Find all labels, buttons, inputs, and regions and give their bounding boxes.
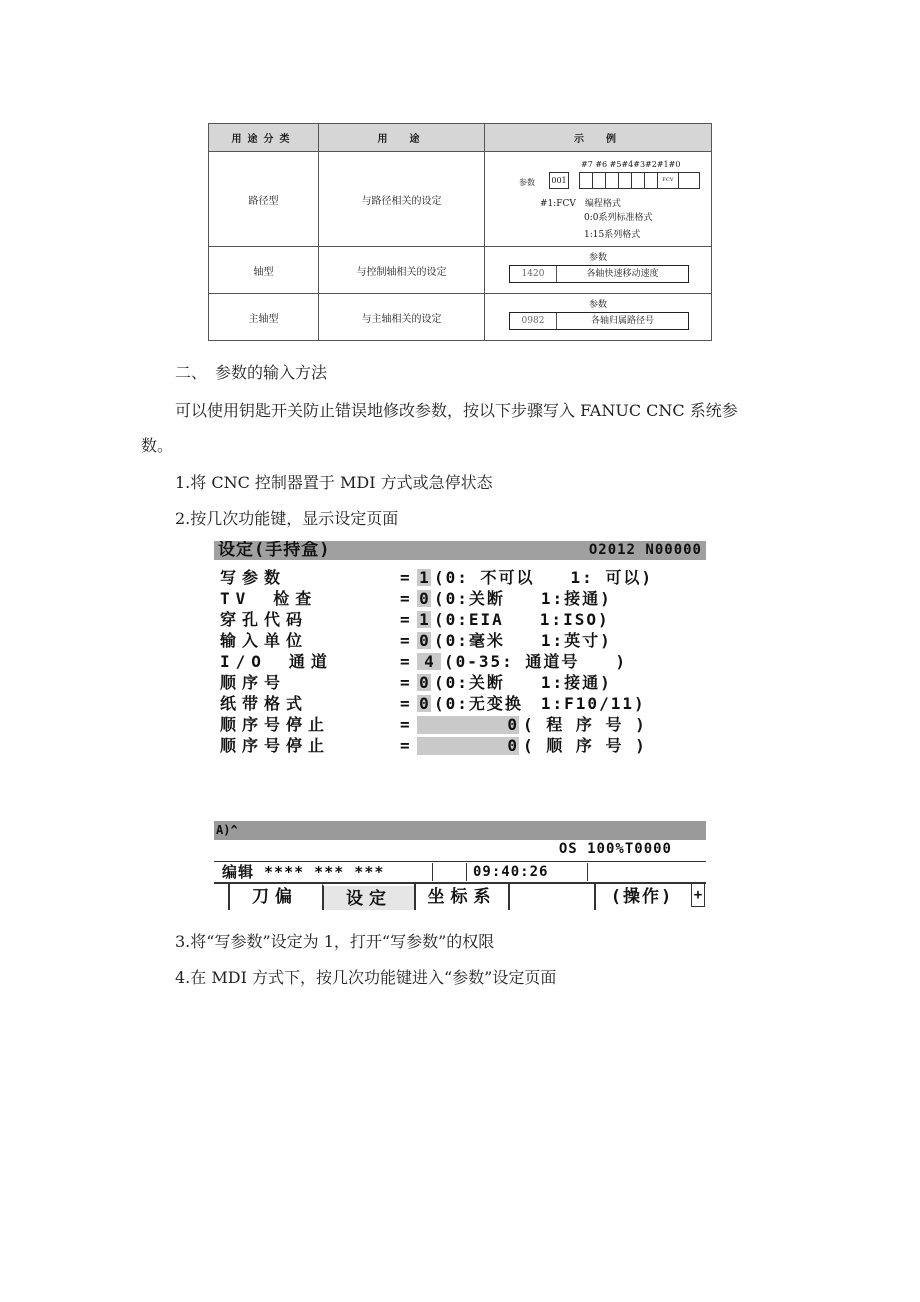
note-line: #1:FCV 编程格式 [540,199,621,209]
setting-value[interactable]: 0 [417,590,431,607]
param-number: 0982 [510,313,557,329]
setting-hint: (0:关断 1:接通) [434,589,612,608]
bit-numbers: #7 #6 #5#4#3#2#1#0 [581,160,681,169]
setting-label: 纸带格式 [220,694,309,713]
override-status: OS 100%T0000 [558,841,672,857]
note-line: 0:0系列标准格式 [584,213,653,223]
example-spindle-param [485,294,712,341]
example-caption: 参数 [588,253,607,263]
step-4: 4.在 MDI 方式下，按几次功能键进入“参数”设定页面 [175,968,557,987]
setting-value[interactable]: 0 [417,674,431,691]
setting-hint: (0:无变换 1:F10/11) [434,694,646,713]
example-bit-param [485,152,712,247]
screen-title: 设定(手持盒) [218,541,331,560]
step-3: 3.将“写参数”设定为 1，打开“写参数”的权限 [175,932,495,951]
row-category: 主轴型 [209,294,319,341]
section-heading: 二、 参数的输入方法 [175,363,328,382]
param-description: 各轴归属路径号 [590,316,654,326]
clock: 09:40:26 [473,864,549,880]
setting-value[interactable]: 0 [417,716,519,734]
screen-title-bar [214,541,706,560]
row-usage: 与主轴相关的设定 [319,294,485,341]
setting-value[interactable]: 1 [417,611,431,628]
example-axis-param [485,247,712,294]
setting-value[interactable]: 0 [417,632,431,649]
softkey-blank[interactable] [508,884,594,910]
row-usage: 与控制轴相关的设定 [319,247,485,294]
softkey-bar [214,882,706,910]
paragraph-line: 可以使用钥匙开关防止错误地修改参数，按以下步骤写入 FANUC CNC 系统参 [175,401,738,420]
setting-hint: (0-35: 通道号 ) [444,652,628,671]
cnc-setting-screen: 设定(手持盒) O2012 N00000 写参数 = 1 (0: 不可以 1: 可以) TV 检查 = 0 (0:关断 1:接通) 穿孔代码 = 1 (0:EIA 1:ISO) 输入单位 = 0 (0:毫米 1:英寸) I/O 通道 = 4 (0-35: 通道号 ) 顺序号 = 0 (0:关断 1:接通) 纸带格式 = 0 (0:无变换 1:F10/11) 顺序号停止 = 0 ( 程 序 号 ) 顺序号停止 = 0 ( 顺 序 号 ) A)^ OS 100%T0000 编辑 **** *** *** 09:40:26 刀偏 设定 坐标系 (操作) + [214,541,706,910]
param-box [509,265,689,283]
note-line: 1:15系列格式 [584,230,641,240]
setting-label: 顺序号停止 [220,715,331,734]
paragraph-line: 数。 [141,436,174,455]
setting-value[interactable]: 1 [417,569,431,586]
fcv-bit-cell: FCV [657,172,679,189]
setting-label: I/O 通道 [220,652,333,671]
softkey-tool-offset[interactable]: 刀偏 [228,884,320,910]
softkey-setting[interactable]: 设定 [322,884,414,910]
setting-hint: (0:毫米 1:英寸) [434,631,612,650]
setting-hint: ( 顺 序 号 ) [523,736,647,755]
header-category: 用途分类 [209,124,319,152]
step-1: 1.将 CNC 控制器置于 MDI 方式或急停状态 [175,473,493,492]
row-category: 路径型 [209,152,319,247]
setting-label: 输入单位 [220,631,309,650]
setting-value[interactable]: 4 [417,653,441,670]
setting-hint: (0:关断 1:接通) [434,673,612,692]
setting-value[interactable]: 0 [417,695,431,712]
status-bar [214,861,706,882]
setting-hint: (0:EIA 1:ISO) [434,610,610,629]
program-number: O2012 N00000 [588,542,702,558]
setting-hint: ( 程 序 号 ) [523,715,647,734]
softkey-operation[interactable]: (操作) [594,884,688,910]
row-category: 轴型 [209,247,319,294]
param-number: 1420 [510,266,557,282]
param-label: 参数 [519,178,535,187]
setting-label: 顺序号 [220,673,287,692]
setting-label: 穿孔代码 [220,610,309,629]
header-usage: 用 途 [319,124,485,152]
setting-hint: (0: 不可以 1: 可以) [434,568,654,587]
bit-cells [579,172,700,187]
parameter-type-table [208,123,712,341]
softkey-coordinate[interactable]: 坐标系 [414,884,508,910]
setting-label: 顺序号停止 [220,736,331,755]
param-description: 各轴快速移动速度 [586,269,659,279]
setting-label: 写参数 [220,568,287,587]
softkey-next[interactable]: + [691,883,705,907]
setting-value[interactable]: 0 [417,737,519,755]
param-number-box: 001 [549,172,569,189]
row-usage: 与路径相关的设定 [319,152,485,247]
example-caption: 参数 [588,300,607,310]
step-2: 2.按几次功能键，显示设定页面 [175,509,399,528]
header-example: 示 例 [485,124,712,152]
setting-label: TV 检查 [220,589,318,608]
input-line[interactable]: A)^ [214,821,706,840]
param-box [509,312,689,330]
mode-status: 编辑 **** *** *** [222,863,385,881]
